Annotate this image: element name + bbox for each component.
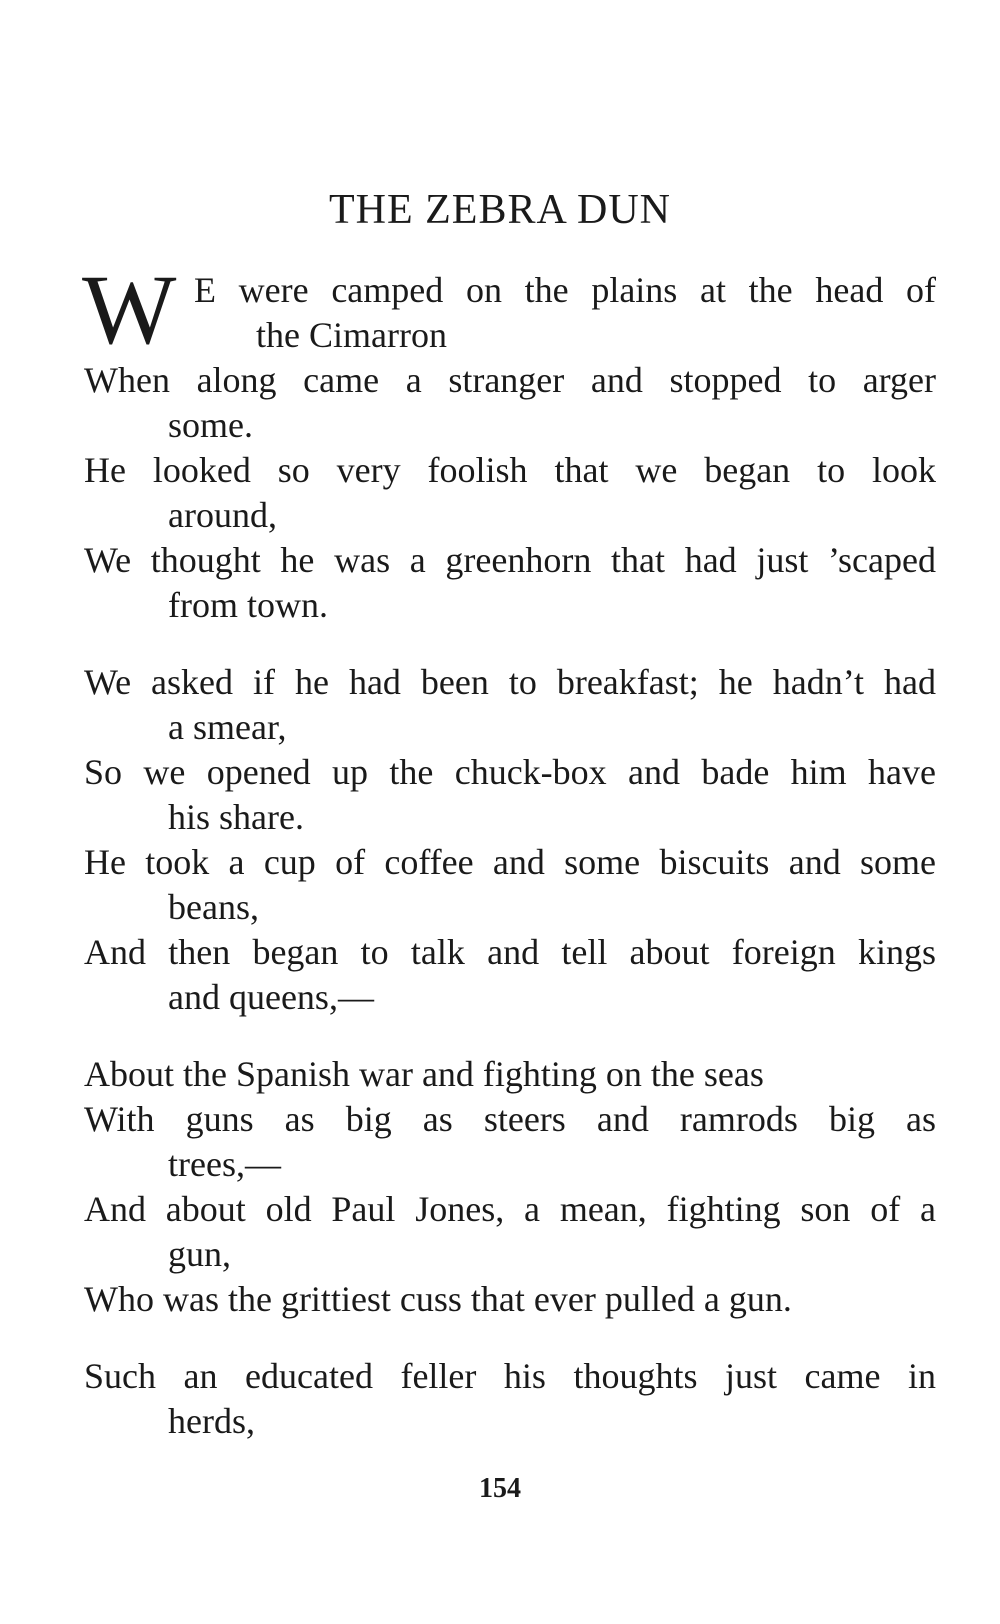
poem-title: THE ZEBRA DUN [329, 187, 671, 233]
verse-line: Who was the grittiest cuss that ever pulled a gun. [84, 1279, 792, 1319]
stanza-4 [84, 1354, 936, 1444]
verse-line: About the Spanish war and fighting on the seas [84, 1054, 764, 1094]
page-number: 154 [479, 1473, 521, 1504]
verse-line-continuation: herds, [168, 1401, 255, 1441]
verse-line-continuation: a smear, [168, 707, 287, 747]
stanza-1 [82, 254, 936, 628]
verse-line: We thought he was a greenhorn that had just ’scaped [84, 540, 936, 580]
verse-line: And about old Paul Jones, a mean, fighting son of a [84, 1189, 936, 1229]
stanza-3 [84, 1052, 936, 1322]
verse-line-continuation: the Cimarron [256, 315, 447, 355]
verse-line-continuation: and queens,— [168, 977, 374, 1017]
verse-line-continuation: his share. [168, 797, 304, 837]
verse-line: So we opened up the chuck-box and bade him have [84, 752, 936, 792]
verse-line: He took a cup of coffee and some biscuits and some [84, 842, 936, 882]
verse-line: And then began to talk and tell about foreign kings [84, 932, 936, 972]
verse-line: E were camped on the plains at the head of [194, 270, 936, 310]
verse-line-continuation: trees,— [168, 1144, 281, 1184]
verse-line-continuation: from town. [168, 585, 328, 625]
stanza-2 [84, 660, 936, 1020]
verse-line: With guns as big as steers and ramrods big as [84, 1099, 936, 1139]
poem-body [82, 254, 936, 1476]
first-line [82, 254, 936, 365]
verse-line-continuation: beans, [168, 887, 259, 927]
verse-line-continuation: some. [168, 405, 253, 445]
verse-line: Such an educated feller his thoughts just came in [84, 1356, 936, 1396]
verse-line-continuation: around, [168, 495, 277, 535]
verse-line: He looked so very foolish that we began to look [84, 450, 936, 490]
drop-cap: W [82, 254, 177, 365]
verse-line: When along came a stranger and stopped to arger [84, 360, 936, 400]
verse-line-continuation: gun, [168, 1234, 231, 1274]
verse-line: We asked if he had been to breakfast; he hadn’t had [84, 662, 936, 702]
